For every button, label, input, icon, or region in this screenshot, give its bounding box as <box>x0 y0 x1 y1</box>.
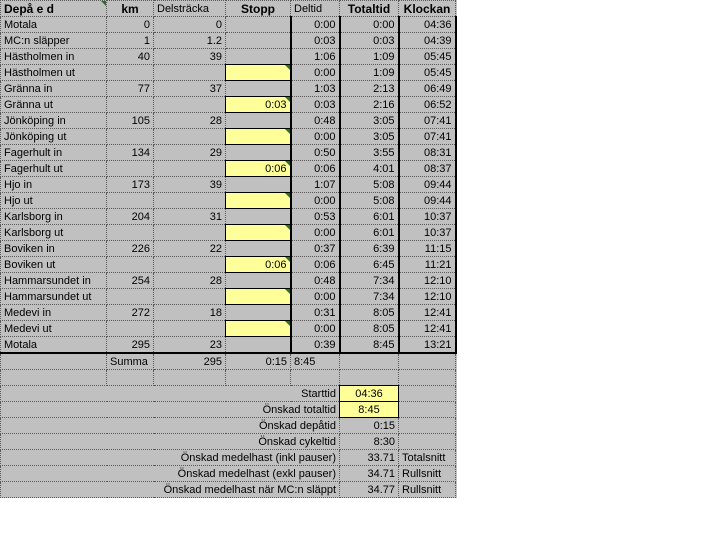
summa-km[interactable]: 295 <box>154 353 226 370</box>
cell-totaltid[interactable]: 5:08 <box>340 193 399 209</box>
cell-km[interactable]: 40 <box>107 49 154 65</box>
table-row <box>1 33 456 49</box>
cell-name[interactable]: Gränna ut <box>1 97 107 113</box>
cell-empty[interactable] <box>291 370 340 386</box>
cell-km[interactable] <box>107 161 154 177</box>
cell-km[interactable]: 295 <box>107 337 154 354</box>
cell-totaltid[interactable]: 3:05 <box>340 113 399 129</box>
header-deltid[interactable]: Deltid <box>291 1 340 17</box>
cell-deltid[interactable]: 0:00 <box>291 17 340 33</box>
cell-stopp[interactable] <box>226 177 291 193</box>
cell-klockan[interactable]: 08:31 <box>399 145 456 161</box>
table-row <box>1 49 456 65</box>
header-depa[interactable]: Depå e d <box>1 1 107 17</box>
cell-totaltid[interactable]: 6:01 <box>340 225 399 241</box>
table-row <box>1 209 456 225</box>
cell-empty[interactable] <box>399 370 456 386</box>
summa-row <box>1 353 456 370</box>
cell-name[interactable]: Karlsborg ut <box>1 225 107 241</box>
cell-empty[interactable] <box>1 353 107 370</box>
cell-stopp[interactable]: 0:06 <box>226 161 291 177</box>
cell-klockan[interactable]: 05:45 <box>399 49 456 65</box>
cell-name[interactable]: Gränna in <box>1 81 107 97</box>
cell-km[interactable] <box>107 257 154 273</box>
cell-empty[interactable] <box>340 370 399 386</box>
summary-note[interactable]: Rullsnitt <box>399 482 456 498</box>
cell-delstracka[interactable]: 22 <box>154 241 226 257</box>
summa-stopp[interactable]: 0:15 <box>226 353 291 370</box>
summary-label[interactable]: Önskad medelhast (inkl pauser) <box>1 450 340 466</box>
cell-name[interactable]: Hammarsundet ut <box>1 289 107 305</box>
summary-value[interactable]: 8:45 <box>340 402 399 418</box>
header-km[interactable]: km <box>107 1 154 17</box>
cell-klockan[interactable]: 06:49 <box>399 81 456 97</box>
summary-value[interactable]: 34.71 <box>340 466 399 482</box>
cell-deltid[interactable]: 0:53 <box>291 209 340 225</box>
cell-deltid[interactable]: 0:00 <box>291 129 340 145</box>
cell-totaltid[interactable]: 8:05 <box>340 305 399 321</box>
cell-klockan[interactable]: 06:52 <box>399 97 456 113</box>
cell-name[interactable]: Medevi ut <box>1 321 107 337</box>
cell-delstracka[interactable] <box>154 225 226 241</box>
cell-km[interactable] <box>107 193 154 209</box>
cell-delstracka[interactable]: 28 <box>154 273 226 289</box>
cell-delstracka[interactable]: 39 <box>154 49 226 65</box>
cell-totaltid[interactable]: 2:13 <box>340 81 399 97</box>
cell-stopp[interactable] <box>226 209 291 225</box>
header-klockan[interactable]: Klockan <box>399 1 456 17</box>
cell-stopp[interactable] <box>226 241 291 257</box>
cell-empty[interactable] <box>226 370 291 386</box>
cell-totaltid[interactable]: 3:55 <box>340 145 399 161</box>
cell-totaltid[interactable]: 3:05 <box>340 129 399 145</box>
summary-row <box>1 418 456 434</box>
cell-stopp[interactable] <box>226 129 291 145</box>
cell-deltid[interactable]: 0:00 <box>291 321 340 337</box>
cell-name[interactable]: Hästholmen in <box>1 49 107 65</box>
cell-stopp[interactable]: 0:03 <box>226 97 291 113</box>
cell-name[interactable]: Motala <box>1 17 107 33</box>
cell-delstracka[interactable]: 37 <box>154 81 226 97</box>
cell-stopp[interactable] <box>226 49 291 65</box>
cell-klockan[interactable]: 12:10 <box>399 273 456 289</box>
cell-deltid[interactable]: 1:07 <box>291 177 340 193</box>
cell-deltid[interactable]: 0:00 <box>291 225 340 241</box>
cell-klockan[interactable]: 12:41 <box>399 305 456 321</box>
cell-stopp[interactable] <box>226 305 291 321</box>
cell-totaltid[interactable]: 7:34 <box>340 289 399 305</box>
table-row <box>1 241 456 257</box>
table-row <box>1 177 456 193</box>
table-row <box>1 321 456 337</box>
cell-empty[interactable] <box>154 370 226 386</box>
cell-delstracka[interactable]: 23 <box>154 337 226 354</box>
cell-deltid[interactable]: 0:48 <box>291 113 340 129</box>
cell-delstracka[interactable] <box>154 129 226 145</box>
cell-klockan[interactable]: 12:41 <box>399 321 456 337</box>
cell-totaltid[interactable]: 7:34 <box>340 273 399 289</box>
cell-stopp[interactable] <box>226 273 291 289</box>
cell-totaltid[interactable]: 6:01 <box>340 209 399 225</box>
cell-km[interactable]: 77 <box>107 81 154 97</box>
table-row <box>1 65 456 81</box>
table-row <box>1 17 456 33</box>
cell-name[interactable]: Hjo in <box>1 177 107 193</box>
table-row <box>1 161 456 177</box>
cell-deltid[interactable]: 0:39 <box>291 337 340 354</box>
summary-label[interactable]: Önskad depåtid <box>1 418 340 434</box>
cell-km[interactable]: 173 <box>107 177 154 193</box>
cell-delstracka[interactable] <box>154 257 226 273</box>
cell-deltid[interactable]: 0:03 <box>291 97 340 113</box>
cell-stopp[interactable] <box>226 193 291 209</box>
cell-deltid[interactable]: 1:03 <box>291 81 340 97</box>
summary-value[interactable]: 04:36 <box>340 386 399 402</box>
cell-totaltid[interactable]: 8:05 <box>340 321 399 337</box>
cell-deltid[interactable]: 0:37 <box>291 241 340 257</box>
cell-klockan[interactable]: 04:39 <box>399 33 456 49</box>
cell-stopp[interactable] <box>226 17 291 33</box>
cell-km[interactable]: 105 <box>107 113 154 129</box>
cell-name[interactable]: Karlsborg in <box>1 209 107 225</box>
table-row <box>1 289 456 305</box>
cell-totaltid[interactable]: 5:08 <box>340 177 399 193</box>
table-row <box>1 145 456 161</box>
table-row <box>1 273 456 289</box>
cell-klockan[interactable]: 10:37 <box>399 209 456 225</box>
cell-deltid[interactable]: 0:03 <box>291 33 340 49</box>
header-totaltid[interactable]: Totaltid <box>340 1 399 17</box>
cell-stopp[interactable]: 0:06 <box>226 257 291 273</box>
summa-label[interactable]: Summa <box>107 353 154 370</box>
header-stopp[interactable]: Stopp <box>226 1 291 17</box>
cell-name[interactable]: Jönköping ut <box>1 129 107 145</box>
cell-deltid[interactable]: 0:00 <box>291 193 340 209</box>
cell-name[interactable]: Medevi in <box>1 305 107 321</box>
summary-label[interactable]: Önskad cykeltid <box>1 434 340 450</box>
cell-deltid[interactable]: 0:31 <box>291 305 340 321</box>
cell-name[interactable]: Hammarsundet in <box>1 273 107 289</box>
cell-deltid[interactable]: 0:48 <box>291 273 340 289</box>
cell-totaltid[interactable]: 2:16 <box>340 97 399 113</box>
cell-klockan[interactable]: 04:36 <box>399 17 456 33</box>
cell-deltid[interactable]: 0:00 <box>291 289 340 305</box>
cell-klockan[interactable]: 11:15 <box>399 241 456 257</box>
cell-deltid[interactable]: 0:06 <box>291 161 340 177</box>
cell-name[interactable]: Boviken ut <box>1 257 107 273</box>
cell-name[interactable]: Fagerhult ut <box>1 161 107 177</box>
cell-delstracka[interactable]: 28 <box>154 113 226 129</box>
cell-stopp[interactable] <box>226 33 291 49</box>
cell-km[interactable] <box>107 97 154 113</box>
blank-row <box>1 370 456 386</box>
cell-km[interactable]: 204 <box>107 209 154 225</box>
summary-note[interactable]: Rullsnitt <box>399 466 456 482</box>
summary-row <box>1 450 456 466</box>
cell-name[interactable]: Hästholmen ut <box>1 65 107 81</box>
cell-stopp[interactable] <box>226 321 291 337</box>
cell-name[interactable]: Boviken in <box>1 241 107 257</box>
summary-value[interactable]: 34.77 <box>340 482 399 498</box>
cell-empty[interactable] <box>107 370 154 386</box>
cell-name[interactable]: Motala <box>1 337 107 354</box>
cell-km[interactable]: 272 <box>107 305 154 321</box>
summary-note[interactable] <box>399 418 456 434</box>
cell-klockan[interactable]: 12:10 <box>399 289 456 305</box>
cell-delstracka[interactable] <box>154 161 226 177</box>
cell-empty[interactable] <box>1 370 107 386</box>
cell-stopp[interactable] <box>226 65 291 81</box>
cell-klockan[interactable]: 08:37 <box>399 161 456 177</box>
cell-delstracka[interactable]: 39 <box>154 177 226 193</box>
cell-klockan[interactable]: 07:41 <box>399 129 456 145</box>
cell-delstracka[interactable]: 18 <box>154 305 226 321</box>
cell-klockan[interactable]: 09:44 <box>399 177 456 193</box>
summary-row <box>1 466 456 482</box>
cell-stopp[interactable] <box>226 113 291 129</box>
summary-label[interactable]: Starttid <box>1 386 340 402</box>
cell-totaltid[interactable]: 1:09 <box>340 49 399 65</box>
cell-km[interactable]: 226 <box>107 241 154 257</box>
cell-delstracka[interactable]: 1.2 <box>154 33 226 49</box>
cell-stopp[interactable] <box>226 225 291 241</box>
cell-klockan[interactable]: 11:21 <box>399 257 456 273</box>
table-row <box>1 113 456 129</box>
cell-empty[interactable] <box>340 353 399 370</box>
cell-km[interactable] <box>107 225 154 241</box>
cell-delstracka[interactable]: 29 <box>154 145 226 161</box>
summary-row <box>1 482 456 498</box>
summary-value[interactable]: 0:15 <box>340 418 399 434</box>
table-row <box>1 81 456 97</box>
table-row <box>1 97 456 113</box>
cell-stopp[interactable] <box>226 337 291 354</box>
summary-note[interactable] <box>399 434 456 450</box>
cell-delstracka[interactable] <box>154 97 226 113</box>
header-delstracka[interactable]: Delsträcka <box>154 1 226 17</box>
cell-deltid[interactable]: 0:50 <box>291 145 340 161</box>
summary-row <box>1 386 456 402</box>
summary-note[interactable]: Totalsnitt <box>399 450 456 466</box>
header-row <box>1 1 456 17</box>
cell-delstracka[interactable] <box>154 321 226 337</box>
cell-deltid[interactable]: 0:00 <box>291 65 340 81</box>
table-row <box>1 305 456 321</box>
cell-name[interactable]: Jönköping in <box>1 113 107 129</box>
table-row <box>1 193 456 209</box>
cell-stopp[interactable] <box>226 81 291 97</box>
cell-km[interactable] <box>107 321 154 337</box>
cell-km[interactable]: 1 <box>107 33 154 49</box>
cell-delstracka[interactable]: 31 <box>154 209 226 225</box>
cell-name[interactable]: Fagerhult in <box>1 145 107 161</box>
cell-klockan[interactable]: 10:37 <box>399 225 456 241</box>
cell-delstracka[interactable] <box>154 289 226 305</box>
table-row <box>1 257 456 273</box>
cell-totaltid[interactable]: 6:39 <box>340 241 399 257</box>
summary-row <box>1 434 456 450</box>
cell-totaltid[interactable]: 4:01 <box>340 161 399 177</box>
summary-row <box>1 402 456 418</box>
cell-delstracka[interactable]: 0 <box>154 17 226 33</box>
summary-label[interactable]: Önskad medelhast (exkl pauser) <box>1 466 340 482</box>
cell-totaltid[interactable]: 6:45 <box>340 257 399 273</box>
table-row <box>1 225 456 241</box>
cell-km[interactable] <box>107 129 154 145</box>
cell-delstracka[interactable] <box>154 65 226 81</box>
cell-totaltid[interactable]: 0:00 <box>340 17 399 33</box>
summary-label[interactable]: Önskad totaltid <box>1 402 340 418</box>
cell-deltid[interactable]: 0:06 <box>291 257 340 273</box>
cell-stopp[interactable] <box>226 289 291 305</box>
summary-note[interactable] <box>399 402 456 418</box>
cell-totaltid[interactable]: 1:09 <box>340 65 399 81</box>
cell-klockan[interactable]: 07:41 <box>399 113 456 129</box>
table-row <box>1 129 456 145</box>
summary-label[interactable]: Önskad medelhast när MC:n släppt <box>1 482 340 498</box>
cell-deltid[interactable]: 1:06 <box>291 49 340 65</box>
cell-klockan[interactable]: 05:45 <box>399 65 456 81</box>
cell-delstracka[interactable] <box>154 193 226 209</box>
cell-empty[interactable] <box>399 353 456 370</box>
cell-km[interactable]: 134 <box>107 145 154 161</box>
summa-deltid[interactable]: 8:45 <box>291 353 340 370</box>
summary-value[interactable]: 33.71 <box>340 450 399 466</box>
cell-name[interactable]: MC:n släpper <box>1 33 107 49</box>
cell-km[interactable]: 254 <box>107 273 154 289</box>
cell-km[interactable]: 0 <box>107 17 154 33</box>
cell-klockan[interactable]: 13:21 <box>399 337 456 354</box>
cell-km[interactable] <box>107 289 154 305</box>
table-row <box>1 337 456 354</box>
summary-value[interactable]: 8:30 <box>340 434 399 450</box>
cell-totaltid[interactable]: 8:45 <box>340 337 399 354</box>
summary-note[interactable] <box>399 386 456 402</box>
cell-name[interactable]: Hjo ut <box>1 193 107 209</box>
cell-km[interactable] <box>107 65 154 81</box>
cell-klockan[interactable]: 09:44 <box>399 193 456 209</box>
cell-stopp[interactable] <box>226 145 291 161</box>
cell-totaltid[interactable]: 0:03 <box>340 33 399 49</box>
